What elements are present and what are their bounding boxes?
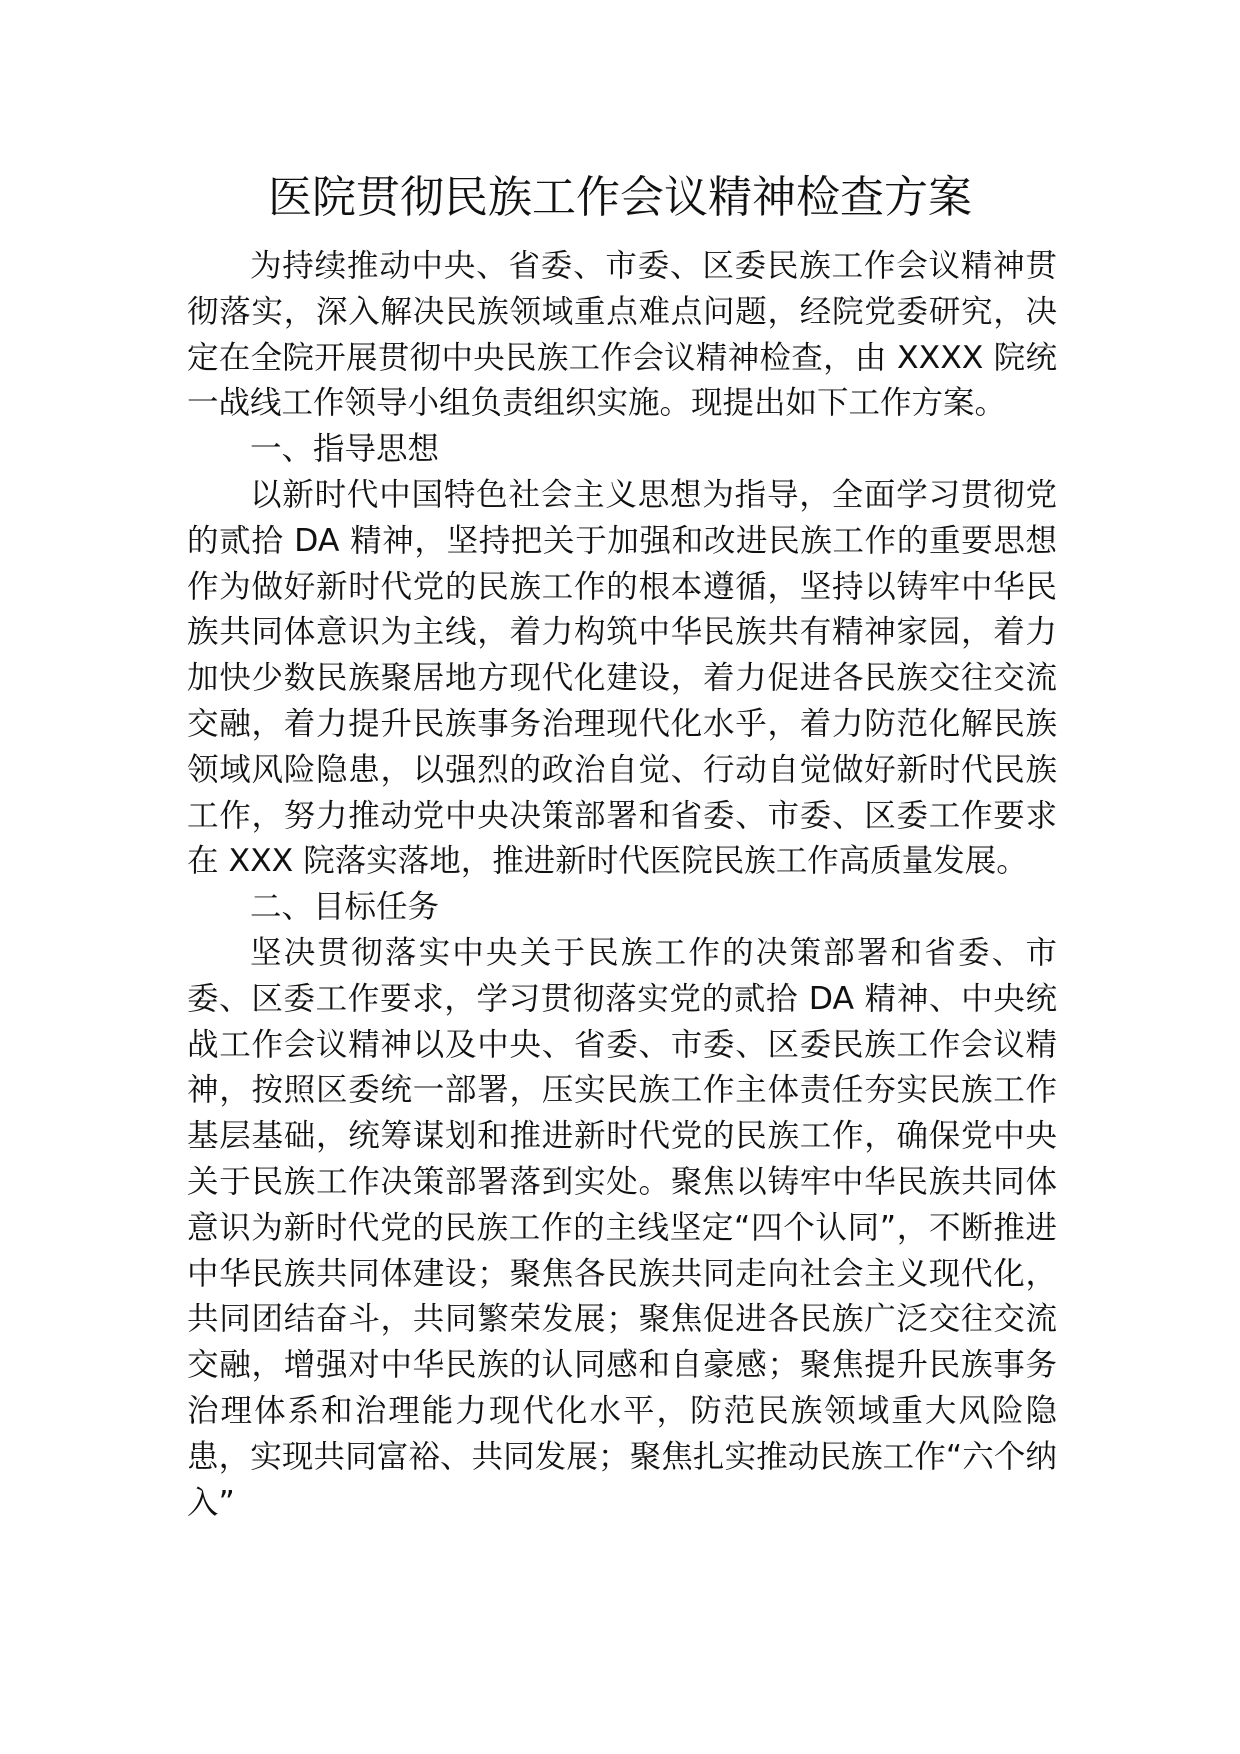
- guiding-ideology-paragraph: 以新时代中国特色社会主义思想为指导，全面学习贯彻党的贰拾 DA 精神，坚持把关于加强和改进民族工作的重要思想作为做好新时代党的民族工作的根本遵循，坚持以铸牢中华民族共同体意识为主线，着力构筑中华民族共有精神家园，着力加快少数民族聚居地方现代化建设，着力促进各民族交往交流交融，着力提升民族事务治理现代化水乎，着力防范化解民族领域风险隐患，以强烈的政治自觉、行动自觉做好新时代民族工作，努力推动党中央决策部署和省委、市委、区委工作要求在 XXX 院落实落地，推进新时代医院民族工作高质量发展。: [187, 476, 1057, 880]
- intro-paragraph: 为持续推动中央、省委、市委、区委民族工作会议精神贯彻落实，深入解决民族领域重点难点问题，经院党委研究，决定在全院开展贯彻中央民族工作会议精神检查，由 XXXX 院统一战线工作领导小组负责组织实施。现提出如下工作方案。: [187, 248, 1057, 422]
- section-heading-goals-tasks: 二、目标任务: [250, 889, 440, 926]
- section-heading-guiding-ideology: 一、指导思想: [250, 431, 440, 468]
- document-body: [187, 244, 1057, 1526]
- goals-tasks-paragraph: 坚决贯彻落实中央关于民族工作的决策部署和省委、市委、区委工作要求，学习贯彻落实党的贰拾 DA 精神、中央统战工作会议精神以及中央、省委、市委、区委民族工作会议精神，按照区委统一部署，压实民族工作主体责任夯实民族工作基层基础，统筹谋划和推进新时代党的民族工作，确保党中央关于民族工作决策部署落到实处。聚焦以铸牢中华民族共同体意识为新时代党的民族工作的主线坚定“四个认同”，不断推进中华民族共同体建设；聚焦各民族共同走向社会主义现代化，共同团结奋斗，共同繁荣发展；聚焦促进各民族广泛交往交流交融，增强对中华民族的认同感和自豪感；聚焦提升民族事务治理体系和治理能力现代化水平，防范民族领域重大风险隐患，实现共同富裕、共同发展；聚焦扎实推动民族工作“六个纳入”: [187, 934, 1057, 1521]
- document-title: 医院贯彻民族工作会议精神检查方案: [268, 172, 972, 223]
